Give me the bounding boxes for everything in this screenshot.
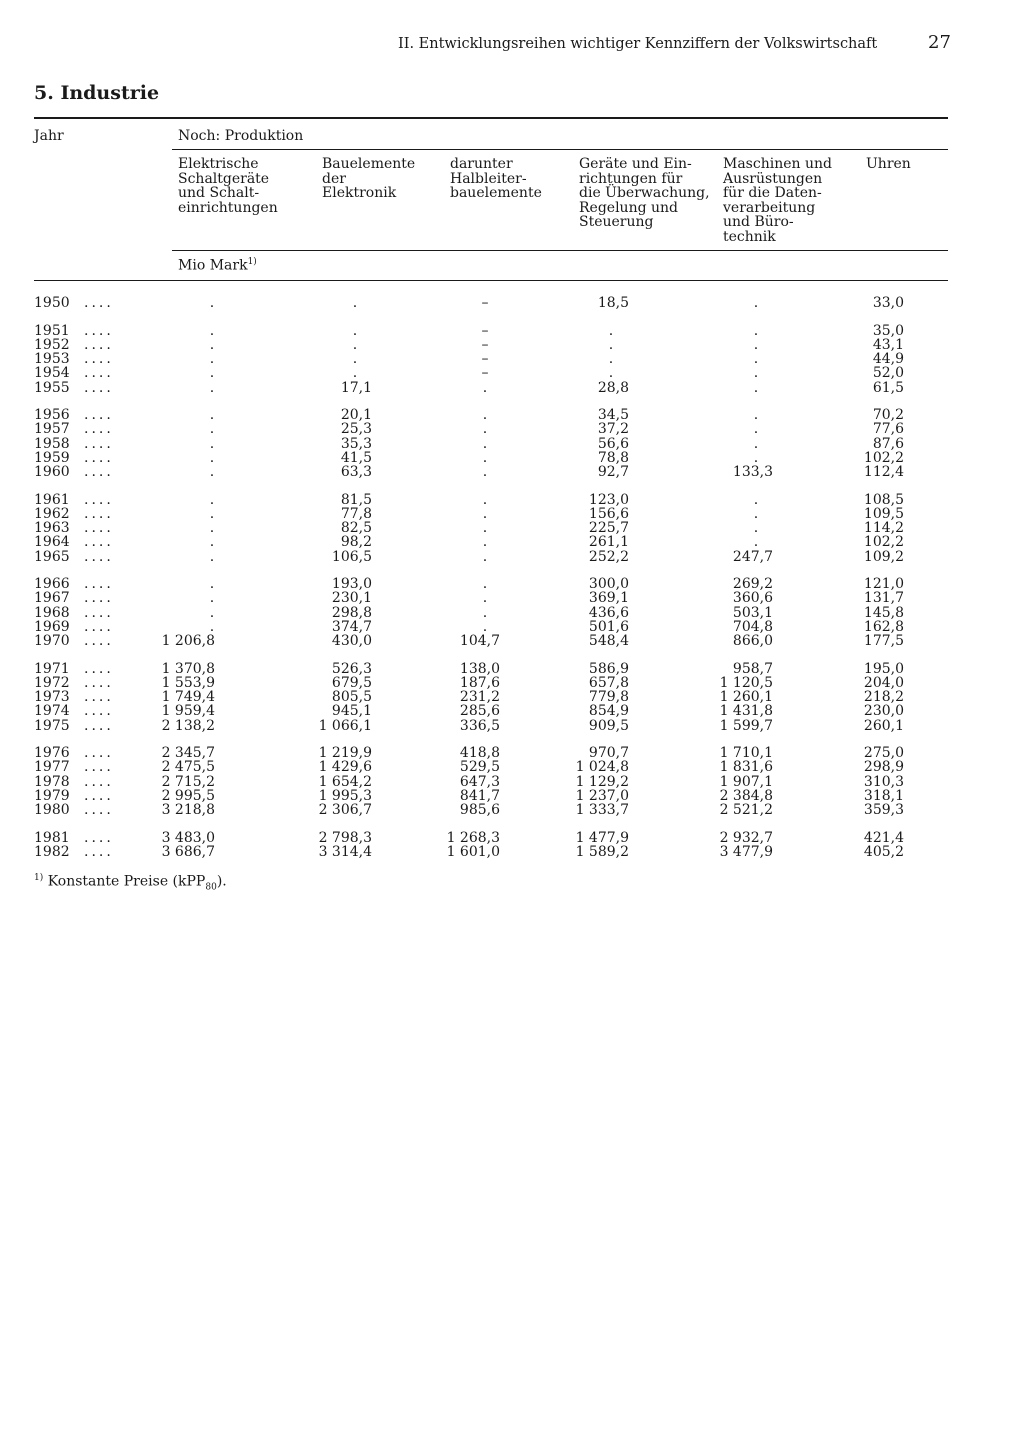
row-leader-dots: ....	[84, 843, 114, 860]
row-leader-dots: ....	[84, 295, 114, 311]
table-cell: 1 907,1	[719, 773, 773, 790]
table-cell: 679,5	[331, 674, 372, 691]
table-cell: 1 268,3	[446, 829, 500, 846]
row-year: 1981	[34, 829, 70, 846]
table-cell: 81,5	[340, 491, 372, 508]
row-year: 1977	[34, 759, 70, 776]
table-cell: 37,2	[597, 421, 629, 438]
row-year: 1959	[34, 449, 70, 466]
row-year: 1970	[34, 633, 70, 649]
table-cell: 131,7	[863, 590, 904, 607]
row-year: 1982	[34, 843, 70, 860]
table-cell: 854,9	[588, 703, 629, 720]
table-cell: .	[482, 379, 488, 396]
table-cell: 1 749,4	[161, 689, 215, 706]
table-cell: .	[608, 365, 614, 382]
row-year: 1979	[34, 787, 70, 804]
row-year: 1955	[34, 379, 70, 396]
table-cell: 156,6	[588, 505, 629, 522]
table-cell: 98,2	[340, 534, 372, 551]
row-year: 1968	[34, 604, 70, 621]
table-cell: 374,7	[331, 618, 372, 635]
table-cell: .	[352, 365, 358, 382]
table-cell: 1 599,7	[719, 717, 773, 734]
table-cell: 1 219,9	[318, 745, 372, 762]
table-cell: 2 475,5	[161, 759, 215, 776]
column-header-data-processing-machines: Maschinen und Ausrüstungen für die Daten- verarbeitung und Büro- technik	[723, 156, 832, 245]
table-cell: 2 306,7	[318, 802, 372, 818]
row-year: 1974	[34, 703, 70, 720]
table-cell: 133,3	[732, 464, 773, 480]
table-cell: 112,4	[863, 464, 904, 480]
row-leader-dots: ....	[84, 534, 114, 551]
table-cell: 1 959,4	[161, 703, 215, 720]
table-cell: 657,8	[588, 674, 629, 691]
row-leader-dots: ....	[84, 351, 114, 368]
column-header-electronic-components: Bauelemente der Elektronik	[322, 156, 416, 201]
table-cell: .	[352, 336, 358, 353]
table-cell: 61,5	[872, 379, 904, 396]
table-cell: .	[209, 520, 215, 537]
table-cell: .	[209, 590, 215, 607]
table-cell: 298,9	[863, 759, 904, 776]
table-cell: .	[209, 421, 215, 438]
table-cell: 177,5	[863, 633, 904, 649]
table-cell: .	[209, 435, 215, 452]
row-year: 1973	[34, 689, 70, 706]
table-cell: 1 024,8	[575, 759, 629, 776]
table-cell: 1 066,1	[318, 717, 372, 734]
table-cell: 405,2	[863, 843, 904, 860]
column-header-semiconductors: darunter Halbleiter- bauelemente	[450, 156, 542, 201]
table-cell: 805,5	[331, 689, 372, 706]
table-cell: 261,1	[588, 534, 629, 551]
table-cell: .	[753, 449, 759, 466]
table-cell: .	[482, 618, 488, 635]
table-cell: 1 370,8	[161, 660, 215, 677]
page-number: 27	[928, 32, 951, 53]
table-cell: .	[209, 464, 215, 480]
table-cell: 2 138,2	[161, 717, 215, 734]
table-cell: .	[753, 322, 759, 339]
table-cell: 193,0	[331, 576, 372, 593]
table-cell: 421,4	[863, 829, 904, 846]
table-cell: 138,0	[459, 660, 500, 677]
table-cell: .	[209, 618, 215, 635]
table-cell: .	[753, 505, 759, 522]
running-header: II. Entwicklungsreihen wichtiger Kennziffern der Volkswirtschaft	[398, 36, 878, 52]
table-cell: 33,0	[872, 295, 904, 311]
table-cell: 225,7	[588, 520, 629, 537]
table-cell: 231,2	[459, 689, 500, 706]
footnote	[34, 873, 227, 892]
row-leader-dots: ....	[84, 435, 114, 452]
row-year: 1964	[34, 534, 70, 551]
row-leader-dots: ....	[84, 689, 114, 706]
row-leader-dots: ....	[84, 759, 114, 776]
row-year: 1965	[34, 548, 70, 565]
table-cell: .	[482, 407, 488, 424]
table-cell: .	[608, 322, 614, 339]
table-cell: .	[753, 491, 759, 508]
table-cell: 526,3	[331, 660, 372, 677]
table-cell: .	[209, 351, 215, 368]
column-header-electrical-switchgear: Elektrische Schaltgeräte und Schalt- einrichtungen	[178, 156, 278, 216]
table-cell: 275,0	[863, 745, 904, 762]
table-cell: .	[209, 491, 215, 508]
table-cell: 1 601,0	[446, 843, 500, 860]
table-cell: .	[753, 435, 759, 452]
table-cell: 360,6	[732, 590, 773, 607]
row-leader-dots: ....	[84, 548, 114, 565]
table-cell: 2 715,2	[161, 773, 215, 790]
row-leader-dots: ....	[84, 618, 114, 635]
row-year: 1961	[34, 491, 70, 508]
table-cell: 1 260,1	[719, 689, 773, 706]
table-cell: .	[482, 505, 488, 522]
table-cell: .	[352, 295, 358, 311]
row-leader-dots: ....	[84, 829, 114, 846]
table-cell: .	[482, 491, 488, 508]
table-cell: .	[482, 604, 488, 621]
table-cell: 436,6	[588, 604, 629, 621]
group-header-rule	[172, 149, 948, 150]
table-cell: 909,5	[588, 717, 629, 734]
table-cell: 3 686,7	[161, 843, 215, 860]
table-cell: .	[352, 351, 358, 368]
table-cell: 109,5	[863, 505, 904, 522]
row-year: 1978	[34, 773, 70, 790]
table-cell: .	[209, 322, 215, 339]
table-cell: 43,1	[872, 336, 904, 353]
row-leader-dots: ....	[84, 336, 114, 353]
table-cell: .	[209, 407, 215, 424]
table-cell: –	[481, 336, 489, 353]
table-cell: .	[482, 449, 488, 466]
table-cell: .	[608, 336, 614, 353]
row-leader-dots: ....	[84, 717, 114, 734]
table-cell: .	[608, 351, 614, 368]
table-cell: 318,1	[863, 787, 904, 804]
table-cell: 866,0	[732, 633, 773, 649]
table-cell: 2 995,5	[161, 787, 215, 804]
unit-label	[178, 257, 257, 274]
table-cell: 52,0	[872, 365, 904, 382]
table-cell: 1 237,0	[575, 787, 629, 804]
table-cell: .	[482, 464, 488, 480]
row-year: 1966	[34, 576, 70, 593]
table-cell: 359,3	[863, 802, 904, 818]
table-cell: .	[753, 520, 759, 537]
table-cell: 1 553,9	[161, 674, 215, 691]
row-leader-dots: ....	[84, 604, 114, 621]
table-cell: 82,5	[340, 520, 372, 537]
table-header-bottom-rule	[34, 280, 948, 281]
table-cell: 17,1	[340, 379, 372, 396]
table-cell: 102,2	[863, 449, 904, 466]
footnote-tail: ).	[216, 873, 227, 890]
table-cell: 1 120,5	[719, 674, 773, 691]
row-leader-dots: ....	[84, 576, 114, 593]
table-cell: .	[209, 604, 215, 621]
table-cell: 204,0	[863, 674, 904, 691]
row-leader-dots: ....	[84, 674, 114, 691]
row-year: 1967	[34, 590, 70, 607]
table-cell: .	[209, 295, 215, 311]
row-year: 1969	[34, 618, 70, 635]
row-leader-dots: ....	[84, 787, 114, 804]
table-cell: 1 333,7	[575, 802, 629, 818]
footnote-text: Konstante Preise (kPP	[47, 873, 206, 890]
table-cell: 285,6	[459, 703, 500, 720]
table-cell: 260,1	[863, 717, 904, 734]
unit-footnote-mark: 1)	[247, 257, 257, 267]
table-cell: 77,6	[872, 421, 904, 438]
table-cell: 108,5	[863, 491, 904, 508]
table-cell: –	[481, 295, 489, 311]
table-cell: 647,3	[459, 773, 500, 790]
table-cell: .	[482, 421, 488, 438]
table-cell: 102,2	[863, 534, 904, 551]
table-cell: 162,8	[863, 618, 904, 635]
table-cell: 230,1	[331, 590, 372, 607]
table-cell: .	[209, 505, 215, 522]
table-cell: 503,1	[732, 604, 773, 621]
table-cell: 418,8	[459, 745, 500, 762]
table-cell: 3 477,9	[719, 843, 773, 860]
table-cell: 195,0	[863, 660, 904, 677]
table-cell: –	[481, 351, 489, 368]
unit-text: Mio Mark	[178, 257, 248, 274]
table-cell: .	[753, 534, 759, 551]
table-cell: .	[482, 520, 488, 537]
table-cell: 958,7	[732, 660, 773, 677]
table-cell: 2 384,8	[719, 787, 773, 804]
row-year: 1956	[34, 407, 70, 424]
row-year: 1971	[34, 660, 70, 677]
table-cell: .	[482, 548, 488, 565]
table-cell: 28,8	[597, 379, 629, 396]
table-cell: 25,3	[340, 421, 372, 438]
row-leader-dots: ....	[84, 491, 114, 508]
table-cell: 430,0	[331, 633, 372, 649]
table-cell: 78,8	[597, 449, 629, 466]
year-header: Jahr	[34, 128, 64, 144]
table-cell: 218,2	[863, 689, 904, 706]
table-cell: 1 589,2	[575, 843, 629, 860]
table-cell: .	[209, 576, 215, 593]
table-cell: 1 129,2	[575, 773, 629, 790]
table-cell: 123,0	[588, 491, 629, 508]
table-cell: 336,5	[459, 717, 500, 734]
table-cell: 945,1	[331, 703, 372, 720]
table-cell: 3 483,0	[161, 829, 215, 846]
row-year: 1957	[34, 421, 70, 438]
table-cell: 41,5	[340, 449, 372, 466]
row-year: 1951	[34, 322, 70, 339]
row-year: 1962	[34, 505, 70, 522]
table-cell: 187,6	[459, 674, 500, 691]
table-cell: .	[753, 295, 759, 311]
table-cell: 501,6	[588, 618, 629, 635]
row-year: 1958	[34, 435, 70, 452]
table-cell: 310,3	[863, 773, 904, 790]
column-header-clocks: Uhren	[866, 156, 911, 172]
table-cell: 2 521,2	[719, 802, 773, 818]
table-cell: 77,8	[340, 505, 372, 522]
table-cell: 1 995,3	[318, 787, 372, 804]
table-cell: .	[482, 576, 488, 593]
table-cell: 1 710,1	[719, 745, 773, 762]
row-year: 1963	[34, 520, 70, 537]
table-cell: 104,7	[459, 633, 500, 649]
table-cell: 841,7	[459, 787, 500, 804]
footnote-mark: 1)	[34, 873, 44, 883]
table-cell: 586,9	[588, 660, 629, 677]
row-year: 1952	[34, 336, 70, 353]
table-cell: .	[753, 351, 759, 368]
row-year: 1975	[34, 717, 70, 734]
table-cell: .	[352, 322, 358, 339]
table-cell: 1 429,6	[318, 759, 372, 776]
row-leader-dots: ....	[84, 379, 114, 396]
table-cell: 548,4	[588, 633, 629, 649]
table-cell: .	[209, 548, 215, 565]
table-cell: 87,6	[872, 435, 904, 452]
row-leader-dots: ....	[84, 660, 114, 677]
row-year: 1960	[34, 464, 70, 480]
row-year: 1980	[34, 802, 70, 818]
table-cell: 779,8	[588, 689, 629, 706]
table-cell: 1 831,6	[719, 759, 773, 776]
table-cell: 247,7	[732, 548, 773, 565]
row-year: 1950	[34, 295, 70, 311]
row-year: 1954	[34, 365, 70, 382]
row-year: 1953	[34, 351, 70, 368]
row-leader-dots: ....	[84, 464, 114, 480]
table-cell: 704,8	[732, 618, 773, 635]
row-leader-dots: ....	[84, 449, 114, 466]
table-cell: 18,5	[597, 295, 629, 311]
table-cell: 145,8	[863, 604, 904, 621]
table-cell: 34,5	[597, 407, 629, 424]
table-cell: –	[481, 322, 489, 339]
table-top-rule	[34, 117, 948, 119]
table-cell: 114,2	[863, 520, 904, 537]
table-cell: .	[753, 407, 759, 424]
row-leader-dots: ....	[84, 802, 114, 818]
table-cell: 109,2	[863, 548, 904, 565]
table-cell: 1 477,9	[575, 829, 629, 846]
row-leader-dots: ....	[84, 505, 114, 522]
table-cell: 2 932,7	[719, 829, 773, 846]
column-header-control-equipment: Geräte und Ein- richtungen für die Überwachung, Regelung und Steuerung	[579, 156, 710, 230]
table-cell: 92,7	[597, 464, 629, 480]
table-cell: .	[209, 365, 215, 382]
table-cell: .	[209, 336, 215, 353]
table-cell: 529,5	[459, 759, 500, 776]
table-cell: 106,5	[331, 548, 372, 565]
group-header: Noch: Produktion	[178, 128, 304, 144]
row-leader-dots: ....	[84, 520, 114, 537]
table-cell: 3 314,4	[318, 843, 372, 860]
table-cell: 2 798,3	[318, 829, 372, 846]
table-cell: 252,2	[588, 548, 629, 565]
row-leader-dots: ....	[84, 421, 114, 438]
row-year: 1972	[34, 674, 70, 691]
table-cell: .	[482, 590, 488, 607]
section-title: 5. Industrie	[34, 82, 160, 104]
table-cell: .	[482, 534, 488, 551]
table-cell: 35,0	[872, 322, 904, 339]
table-cell: 56,6	[597, 435, 629, 452]
row-leader-dots: ....	[84, 590, 114, 607]
table-cell: 70,2	[872, 407, 904, 424]
row-leader-dots: ....	[84, 773, 114, 790]
table-cell: –	[481, 365, 489, 382]
table-cell: 970,7	[588, 745, 629, 762]
table-cell: 1 206,8	[161, 633, 215, 649]
row-leader-dots: ....	[84, 322, 114, 339]
table-cell: 1 654,2	[318, 773, 372, 790]
table-cell: .	[753, 379, 759, 396]
row-leader-dots: ....	[84, 633, 114, 649]
table-cell: 35,3	[340, 435, 372, 452]
row-leader-dots: ....	[84, 407, 114, 424]
table-cell: 44,9	[872, 351, 904, 368]
table-cell: 298,8	[331, 604, 372, 621]
table-cell: .	[753, 336, 759, 353]
table-cell: 3 218,8	[161, 802, 215, 818]
table-cell: 2 345,7	[161, 745, 215, 762]
table-cell: .	[209, 534, 215, 551]
row-leader-dots: ....	[84, 745, 114, 762]
table-cell: 63,3	[340, 464, 372, 480]
footnote-subscript: 80	[205, 882, 217, 893]
table-cell: 230,0	[863, 703, 904, 720]
table-cell: 369,1	[588, 590, 629, 607]
row-year: 1976	[34, 745, 70, 762]
table-cell: 121,0	[863, 576, 904, 593]
table-cell: .	[209, 449, 215, 466]
table-cell: 20,1	[340, 407, 372, 424]
table-cell: 300,0	[588, 576, 629, 593]
row-leader-dots: ....	[84, 365, 114, 382]
table-cell: .	[753, 421, 759, 438]
table-cell: 269,2	[732, 576, 773, 593]
table-cell: .	[753, 365, 759, 382]
table-cell: .	[209, 379, 215, 396]
table-cell: 1 431,8	[719, 703, 773, 720]
unit-rule	[172, 250, 948, 251]
row-leader-dots: ....	[84, 703, 114, 720]
table-cell: 985,6	[459, 802, 500, 818]
table-cell: .	[482, 435, 488, 452]
